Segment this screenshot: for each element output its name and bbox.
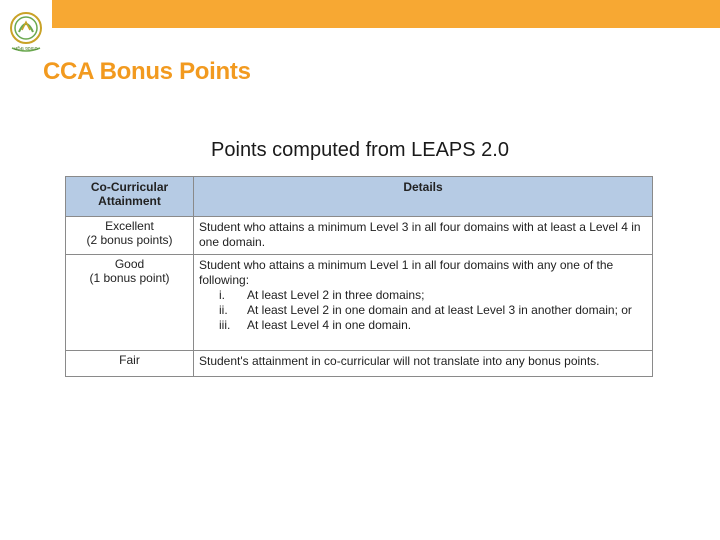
- list-text: At least Level 2 in one domain and at least Level 3 in another domain; or: [247, 303, 632, 317]
- list-number: iii.: [219, 318, 231, 332]
- list-text: At least Level 2 in three domains;: [247, 288, 425, 302]
- list-text: At least Level 4 in one domain.: [247, 318, 412, 332]
- attainment-points: (1 bonus point): [89, 271, 170, 285]
- header-details: Details: [194, 177, 653, 217]
- cca-bonus-table: [65, 176, 653, 377]
- attainment-points: (2 bonus points): [86, 233, 173, 247]
- list-number: ii.: [219, 303, 228, 317]
- list-item: [199, 288, 647, 303]
- slide-title: CCA Bonus Points: [43, 58, 251, 85]
- list-item: [199, 318, 647, 333]
- header-attainment: Co-Curricular Attainment: [66, 177, 194, 217]
- detail-intro: Student who attains a minimum Level 1 in all four domains with any one of the following:: [199, 258, 614, 287]
- list-item: [199, 303, 647, 318]
- attainment-level: Excellent: [105, 219, 154, 233]
- attainment-cell: [66, 255, 194, 351]
- table-header-row: [66, 177, 653, 217]
- table-row: [66, 351, 653, 377]
- attainment-level: Fair: [119, 353, 140, 367]
- attainment-cell: [66, 217, 194, 255]
- school-logo-icon: [4, 8, 48, 64]
- table-row: [66, 217, 653, 255]
- attainment-level: Good: [114, 257, 145, 271]
- detail-cell: [194, 255, 653, 351]
- table-row: [66, 255, 653, 351]
- detail-cell: Student who attains a minimum Level 3 in all four domains with at least a Level 4 in one domain.: [194, 217, 653, 255]
- top-accent-bar: [0, 0, 720, 28]
- criteria-list: [199, 288, 647, 333]
- slide-subtitle: Points computed from LEAPS 2.0: [211, 139, 509, 161]
- list-number: i.: [219, 288, 225, 302]
- attainment-cell: [66, 351, 194, 377]
- detail-cell: Student's attainment in co-curricular will not translate into any bonus points.: [194, 351, 653, 377]
- logo-caption: ଓଡ଼ିଶା ସରକାର: [14, 46, 38, 51]
